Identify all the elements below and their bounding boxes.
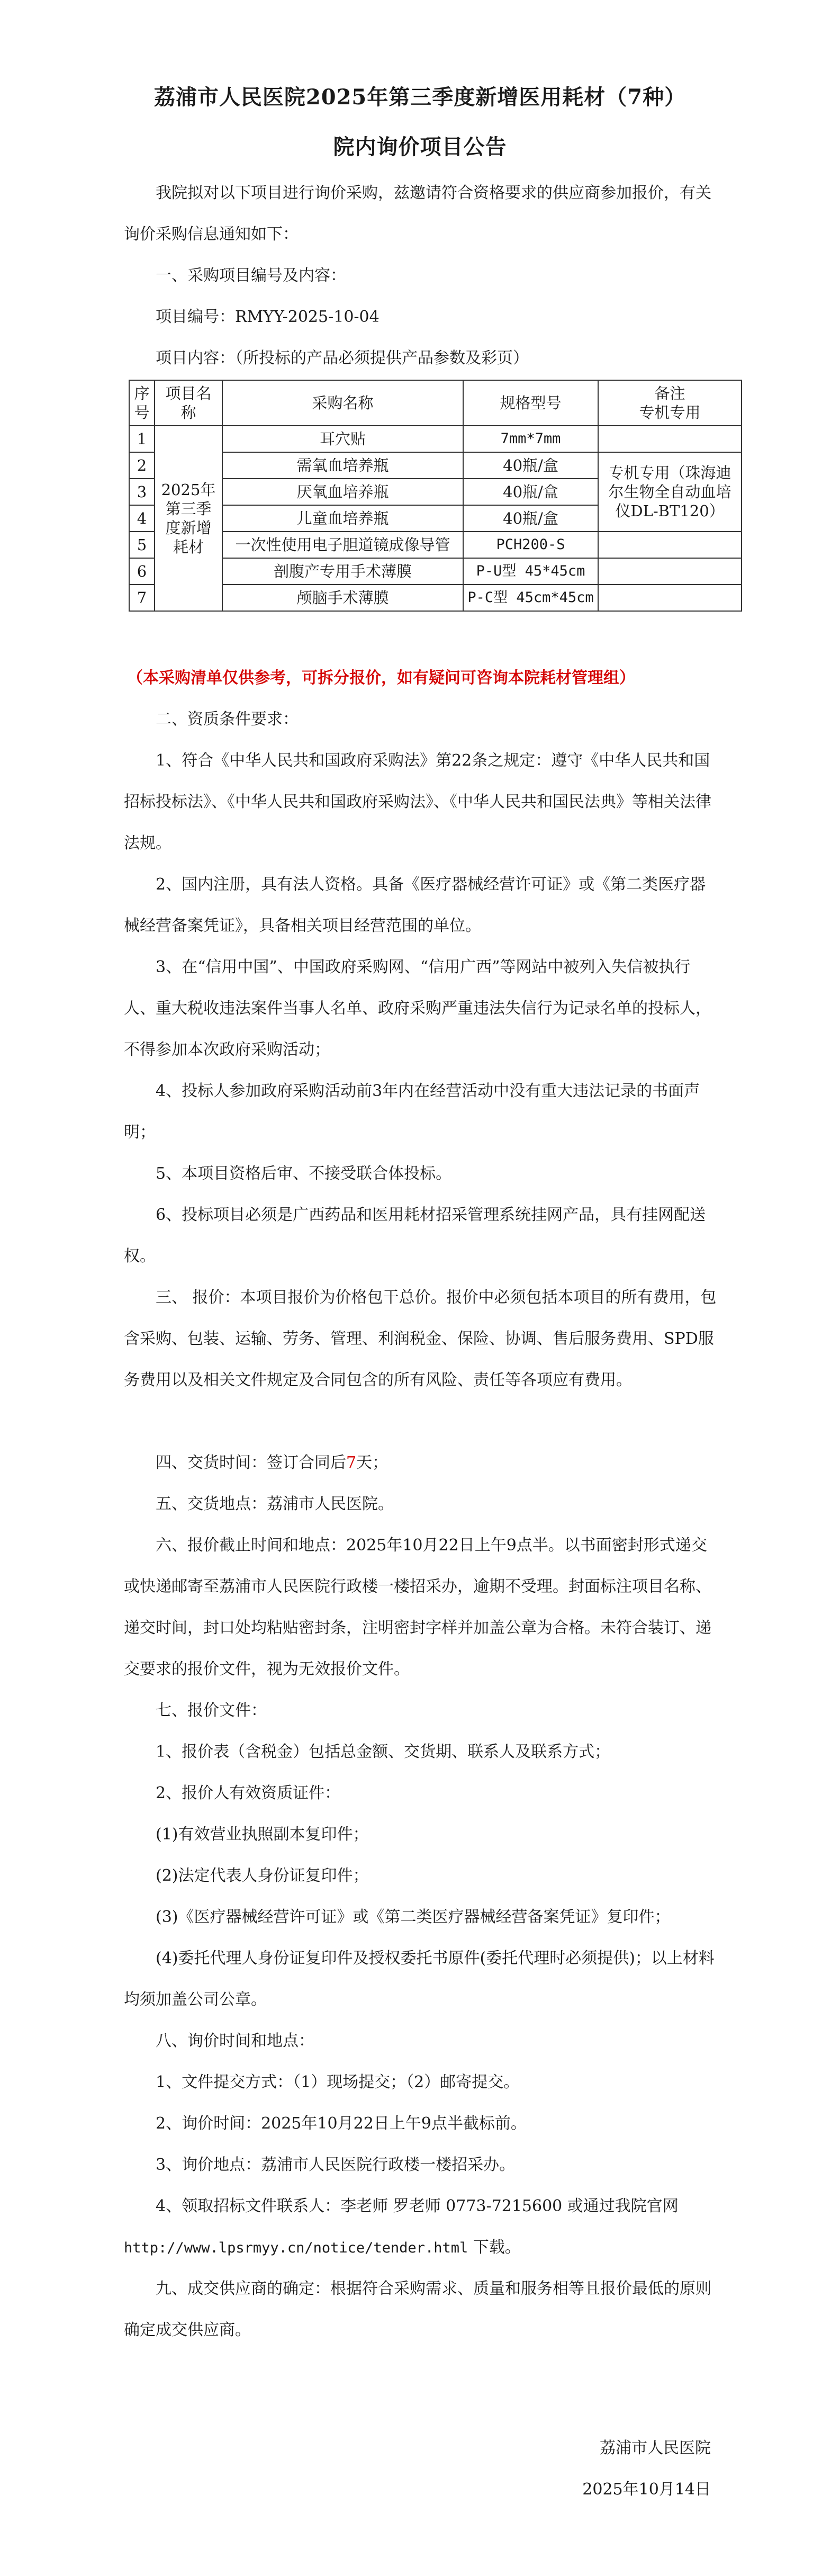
section-9-award: 九、成交供应商的确定：根据符合采购需求、质量和服务相等且报价最低的原则确定成交供应商。 [124,2279,711,2339]
group-name-cell: 2025年第三季度新增耗材 [155,426,222,611]
title-line-2: 院内询价项目公告 [333,134,507,159]
row-name: 儿童血培养瓶 [222,505,463,532]
inquiry-item-2: 2、询价时间：2025年10月22日上午9点半截标前。 [156,2114,527,2133]
document-item-2b: (2)法定代表人身份证复印件； [156,1866,369,1885]
row-name: 耳穴贴 [222,426,463,452]
contact-suffix: 下载。 [468,2238,521,2257]
delivery-days: 7 [346,1453,357,1472]
row-spec: P-U型 45*45cm [463,558,598,585]
header-spec: 规格型号 [463,380,598,426]
document-item-2c: (3)《医疗器械经营许可证》或《第二类医疗器械经营备案凭证》复印件； [156,1908,671,1926]
website-link[interactable]: http://www.lpsrmyy.cn/notice/tender.html [124,2240,468,2256]
row-spec: 40瓶/盒 [463,505,598,532]
signature-org: 荔浦市人民医院 [600,2439,711,2457]
section-4-delivery-time [124,1442,717,1484]
qualification-3: 3、在“信用中国”、中国政府采购网、“信用广西”等网站中被列入失信被执行人、重大税收违法案件当事人名单、政府采购严重违法失信行为记录名单的投标人，不得参加本次政府采购活动； [124,958,711,1059]
table-header-row [129,380,742,426]
table-note: （本采购清单仅供参考，可拆分报价，如有疑问可咨询本院耗材管理组） [127,669,635,687]
row-no: 1 [129,426,155,452]
row-remark-empty [598,426,742,452]
project-number: 项目编号：RMYY-2025-10-04 [156,308,380,326]
row-remark-empty [598,585,742,611]
qualification-4: 4、投标人参加政府采购活动前3年内在经营活动中没有重大违法记录的书面声明； [124,1082,700,1142]
project-content: 项目内容：（所投标的产品必须提供产品参数及彩页） [156,349,529,367]
row-no: 7 [129,585,155,611]
row-spec: PCH200-S [463,532,598,558]
group-remark-cell: 专机专用（珠海迪尔生物全自动血培仪DL-BT120） [598,452,742,532]
qualification-1: 1、符合《中华人民共和国政府采购法》第22条之规定：遵守《中华人民共和国招标投标法》、《中华人民共和国政府采购法》、《中华人民共和国民法典》等相关法律法规。 [124,751,711,852]
row-name: 颅脑手术薄膜 [222,585,463,611]
row-spec: P-C型 45cm*45cm [463,585,598,611]
contact-text: 4、领取招标文件联系人：李老师 罗老师 0773-7215600 或通过我院官网 [156,2197,679,2215]
table-row [129,426,742,452]
section-3-quote: 三、 报价：本项目报价为价格包干总价。报价中必须包括本项目的所有费用，包含采购、包装、运输、劳务、管理、利润税金、保险、协调、售后服务费用、SPD服务费用以及相关文件规定及合同包含的所有风险、责任等各项应有费用。 [124,1288,717,1389]
section-7-heading: 七、报价文件： [156,1701,267,1720]
qualification-5: 5、本项目资格后审、不接受联合体投标。 [156,1164,452,1183]
intro-paragraph: 我院拟对以下项目进行询价采购，兹邀请符合资格要求的供应商参加报价，有关询价采购信息通知如下： [124,184,711,244]
row-no: 2 [129,452,155,479]
inquiry-item-3: 3、询价地点：荔浦市人民医院行政楼一楼招采办。 [156,2156,516,2174]
row-remark-empty [598,558,742,585]
delivery-time-prefix: 四、交货时间：签订合同后 [156,1453,346,1472]
row-remark-empty [598,532,742,558]
section-8-heading: 八、询价时间和地点： [156,2032,314,2050]
section-6-deadline: 六、报价截止时间和地点：2025年10月22日上午9点半。以书面密封形式递交或快递邮寄至荔浦市人民医院行政楼一楼招采办，逾期不受理。封面标注项目名称、递交时间，封口处均粘贴密封条，注明密封字样并加盖公章为合格。未符合装订、递交要求的报价文件，视为无效报价文件。 [124,1536,711,1679]
section-5-delivery-place: 五、交货地点：荔浦市人民医院。 [156,1495,394,1513]
qualification-2: 2、国内注册，具有法人资格。具备《医疗器械经营许可证》或《第二类医疗器械经营备案凭证》，具备相关项目经营范围的单位。 [124,875,706,935]
row-spec: 40瓶/盒 [463,479,598,505]
row-name: 一次性使用电子胆道镜成像导管 [222,532,463,558]
row-name: 需氧血培养瓶 [222,452,463,479]
row-no: 3 [129,479,155,505]
header-product-name: 采购名称 [222,380,463,426]
row-no: 5 [129,532,155,558]
procurement-table [129,380,742,612]
title-line-1: 荔浦市人民医院2025年第三季度新增医用耗材（7种） [153,85,687,110]
document-item-2a: (1)有效营业执照副本复印件； [156,1825,369,1844]
qualification-6: 6、投标项目必须是广西药品和医用耗材招采管理系统挂网产品，具有挂网配送权。 [124,1206,706,1265]
document-item-2d: (4)委托代理人身份证复印件及授权委托书原件(委托代理时必须提供)；以上材料均须加盖公司公章。 [124,1949,715,2009]
row-spec: 40瓶/盒 [463,452,598,479]
signature-date: 2025年10月14日 [582,2480,711,2499]
header-no: 序号 [129,380,155,426]
row-name: 剖腹产专用手术薄膜 [222,558,463,585]
document-item-2: 2、报价人有效资质证件： [156,1784,341,1802]
section-2-heading: 二、资质条件要求： [156,710,299,729]
inquiry-item-1: 1、文件提交方式：（1）现场提交；（2）邮寄提交。 [156,2073,520,2092]
row-spec: 7mm*7mm [463,426,598,452]
section-1-heading: 一、采购项目编号及内容： [156,266,346,285]
header-item-name: 项目名称 [155,380,222,426]
inquiry-item-4 [124,2186,717,2269]
row-name: 厌氧血培养瓶 [222,479,463,505]
document-item-1: 1、报价表（含税金）包括总金额、交货期、联系人及联系方式； [156,1743,611,1761]
row-no: 6 [129,558,155,585]
delivery-time-suffix: 天； [356,1453,389,1472]
row-no: 4 [129,505,155,532]
header-remark: 备注 专机专用 [598,380,742,426]
